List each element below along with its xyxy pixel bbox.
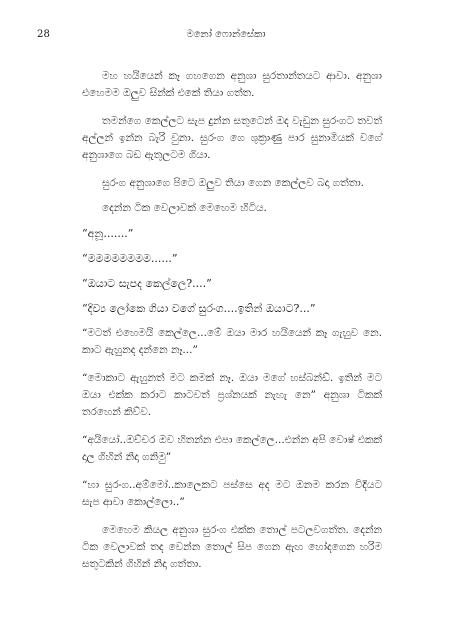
paragraph: මහ හයියෙන් කෑ ගහගෙන අනුශා සුරතාන්තයට ආවා. අනුශා එහෙමම ඔලුව සින්ක් එකේ තියා ගත්ත. — [82, 70, 382, 99]
body-text — [82, 68, 382, 584]
paragraph: තමන්ගෙ කෙල්ලට සැප දුන්න සතුටෙන් ඔද වැඩුන සුරංගට තවත් අල්ලන් ඉන්න බැරි වුනා. සුරංග ගෙ ශුක්‍රාණු පාර සුනාමියක් වගේ අනුශාගෙ බඩ ඇතුලටම ගියා. — [82, 115, 382, 161]
dialogue-line: “හා සුරංග..අම්මෝ..කාලෙකට පස්සෙ අද මට ඔනම කරන විදියට සැප ආවා කොල්ලො..” — [82, 479, 382, 508]
running-header: මනෝ ෆොන්සේකා — [186, 29, 266, 40]
paragraph: මෙහෙම කියල අනුශා සුරංග එක්ක තොල් පටලවගත්ත. දෙන්න ටික වෙලාවක් තද වෙන්න තොල් සිප ගෙන ඇඟ හෝදගෙන හරිම සතුටකින් ගිහින් නිදා ගත්තා. — [82, 524, 382, 570]
dialogue-line: “මොකාට ඇහුනත් මට කමක් නෑ. ඔයා මගේ හස්බන්ඩ්. ඉතින් මට ඔයා එක්ක කරාට කාටවත් ප්‍රශ්නයක් නැහැ නෙ” අනුශා ටිකක් තරහෙන් කිව්ව. — [82, 372, 382, 418]
dialogue-line: “දිව්‍ය ලෝකෙ ගියා වගේ සුරංග....ඉතින් ඔයාට?...” — [82, 302, 316, 315]
dialogue-line: “ඔයාට සැපද කෙල්ලෙ?....” — [82, 277, 212, 290]
paragraph: දෙන්න ටික වෙලාවක් මෙහෙම හිටිය. — [102, 202, 267, 214]
dialogue-line: “අයියෝ..ඔච්චර ඔව හිතන්න එපා කෙල්ලෙ...එන්න අපි වොෂ් එකක් දාල ගිහින් නිදා ගනිමු” — [82, 434, 382, 463]
dialogue-line: “මටත් එහෙමයි කෙල්ලෙ...මේ ඔයා මාර හයියෙන් කෑ ගැහුව නෙ. කාට ඇහුනද දන්නෙ නෑ...” — [82, 327, 382, 356]
dialogue-line: “අනූ.......” — [82, 227, 134, 240]
page-number: 28 — [37, 29, 51, 40]
paragraph: සුරංග අනුශාගෙ පිටෙ ඔලුව තියා ගෙන කෙල්ලව බදා ගත්තා. — [102, 177, 365, 189]
dialogue-line: “මමමමමමමම......” — [82, 252, 178, 265]
